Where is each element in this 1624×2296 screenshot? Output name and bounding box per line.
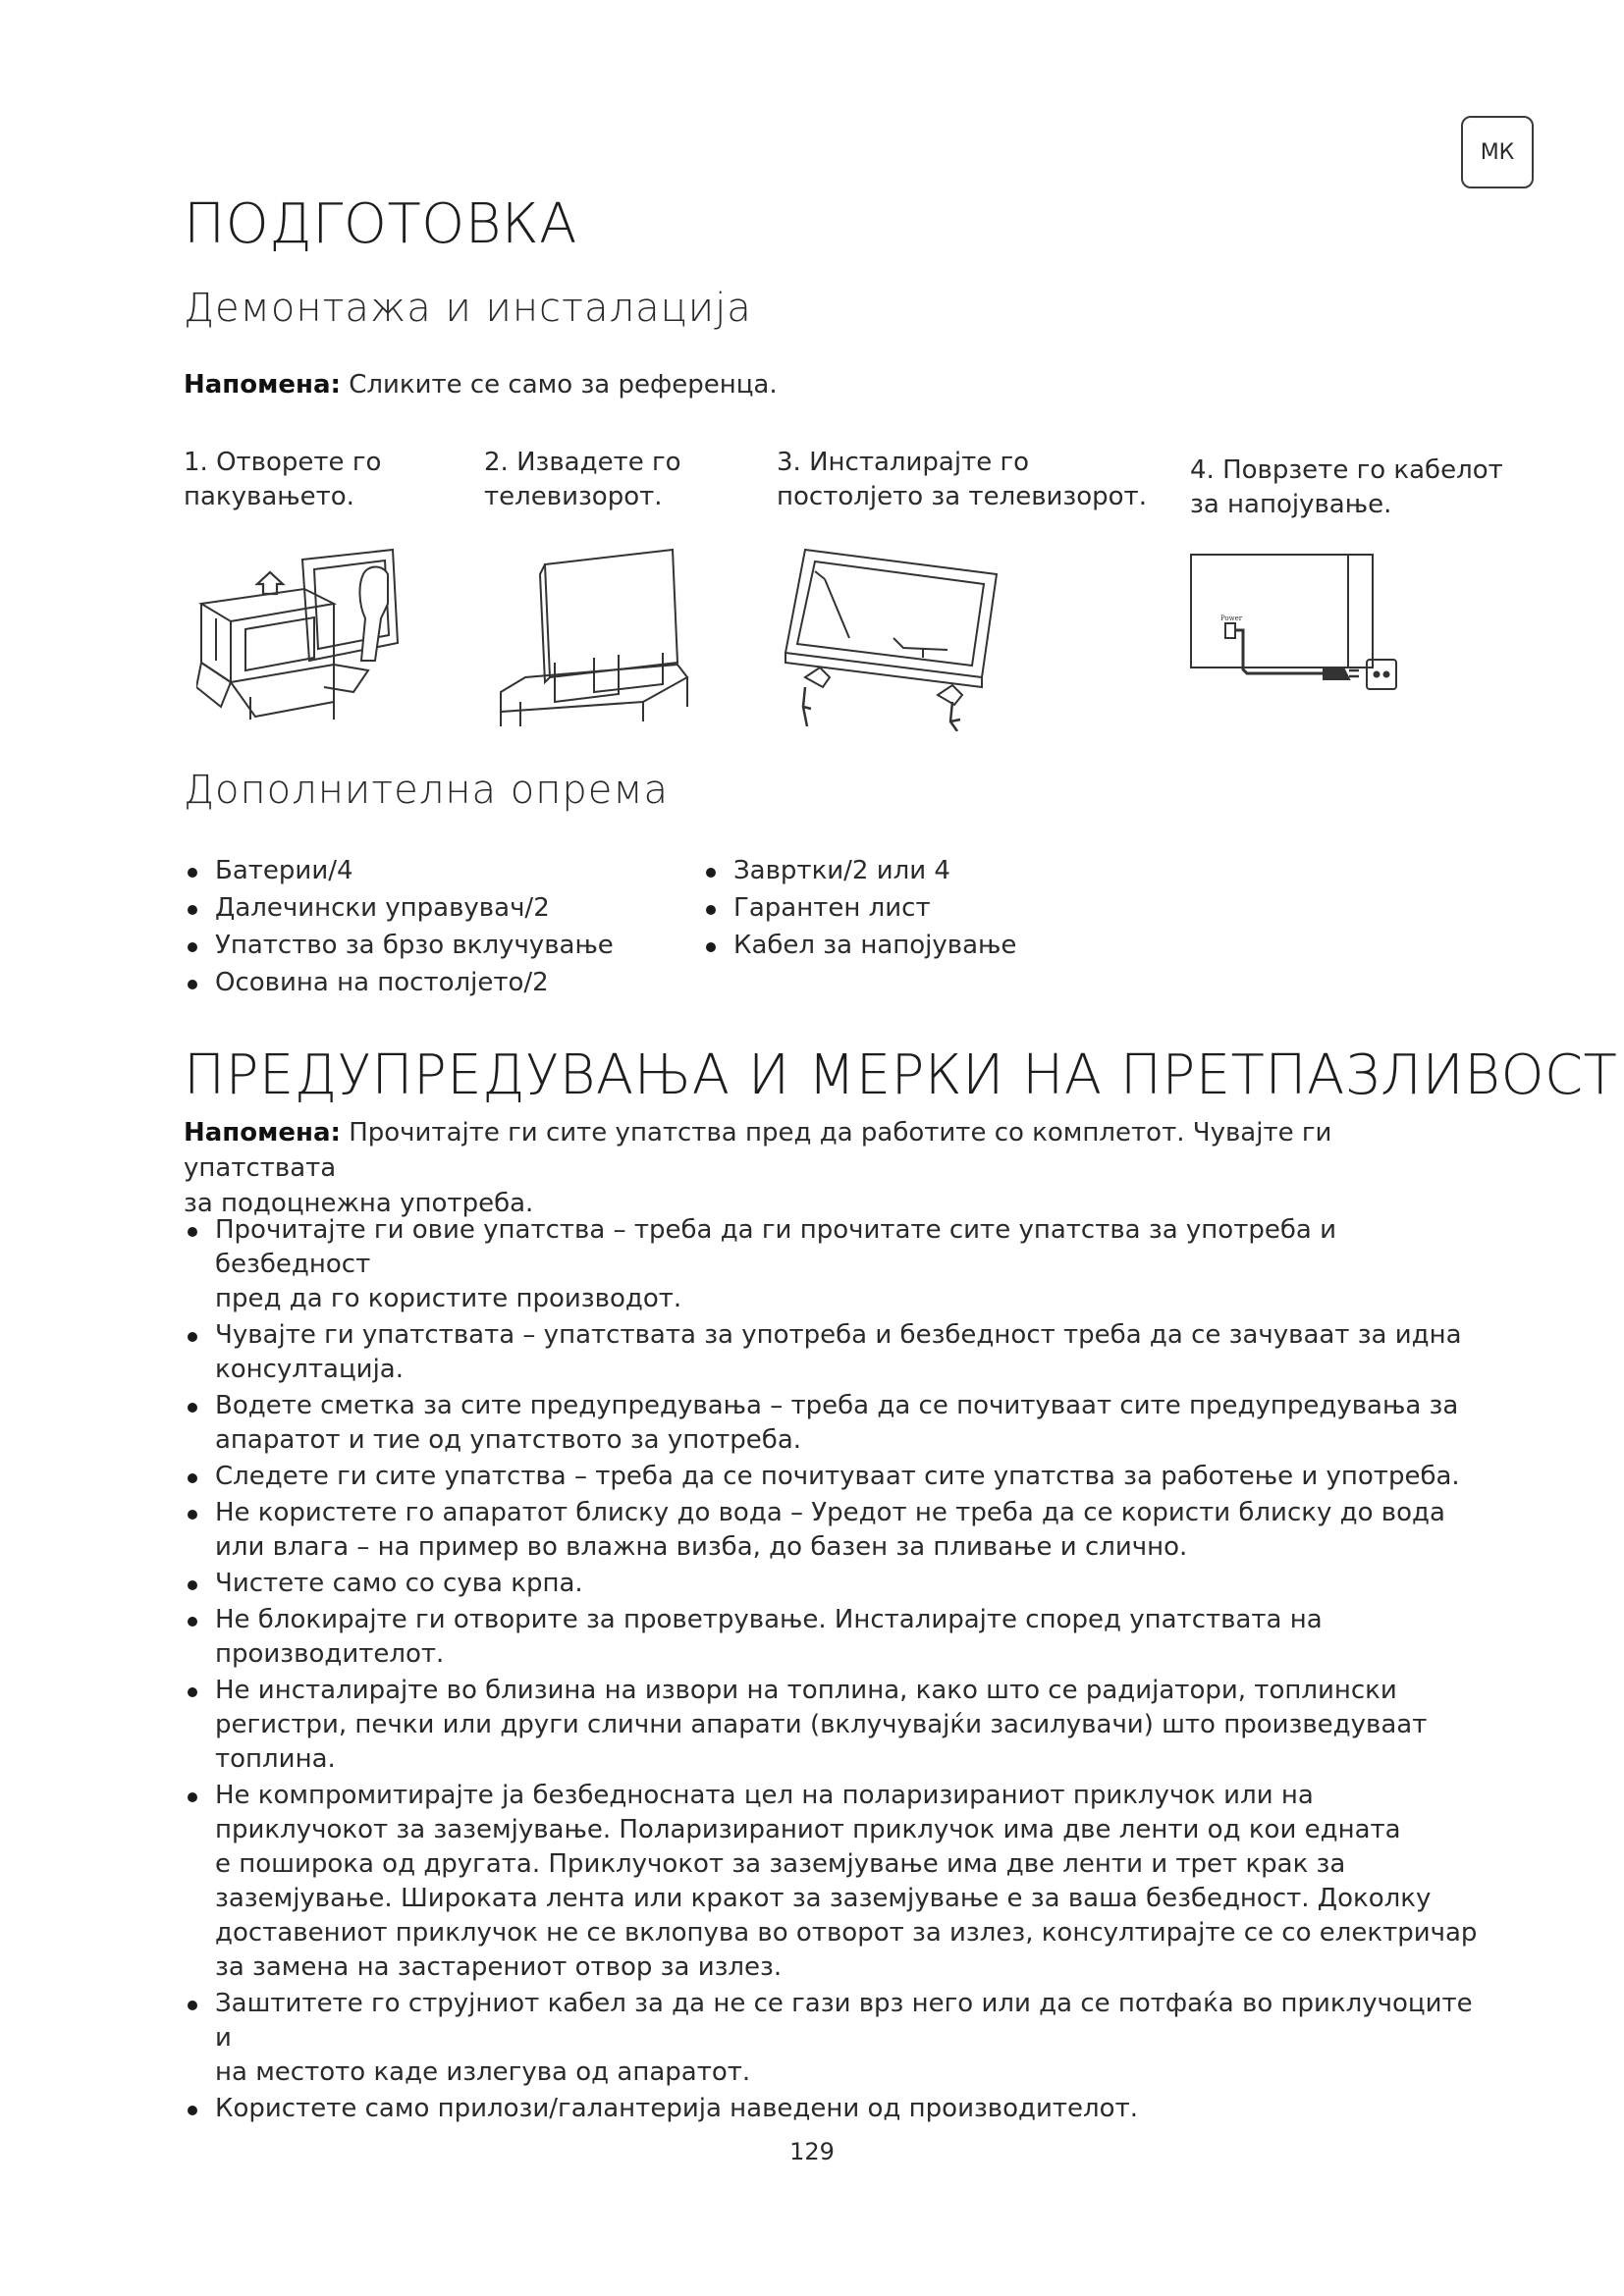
page-number: 129 [789, 2138, 835, 2165]
list-item: Батерии/4 [184, 854, 694, 888]
list-item [184, 2092, 1480, 2126]
line: Не компромитирајте ја безбедносната цел на поларизираниот приклучок или на [215, 1781, 1314, 1810]
step-4-line1: 4. Поврзете го кабелот [1190, 455, 1503, 485]
language-badge: МК [1461, 116, 1534, 188]
line: за замена на застарениот отвор за излез. [215, 1952, 783, 1982]
step-3-line2: постолјето за телевизорот. [777, 482, 1147, 511]
line: Заштитете го струјниот кабел за да не се гази врз него или да се потфаќа во приклучоците и [215, 1989, 1473, 2053]
list-item [184, 1674, 1480, 1777]
list-item: Завртки/2 или 4 [702, 854, 1213, 888]
line: топлина. [215, 1744, 336, 1774]
list-item [184, 1318, 1480, 1387]
line: заземјување. Широката лента или кракот за заземјување е за ваша безбедност. Доколку [215, 1884, 1432, 1913]
line: на местото каде излегува од апаратот. [215, 2057, 751, 2087]
line: Прочитајте ги овие упатства – треба да ги прочитате сите упатства за употреба и безбедност [215, 1215, 1336, 1279]
list-item [184, 1779, 1480, 1985]
list-item: Упатство за брзо вклучување [184, 929, 694, 963]
line: е поширока од другата. Приклучокот за заземјување има две ленти и трет крак за [215, 1849, 1346, 1879]
note-label: Напомена: [184, 370, 341, 400]
step-2-label [484, 446, 681, 514]
step-2-line1: 2. Извадете го [484, 448, 681, 477]
note-read-instructions [184, 1115, 1480, 1221]
section-title-preparation: ПОДГОТОВКА [184, 192, 577, 256]
line: Користете само прилози/галантерија наведени од производителот. [215, 2094, 1138, 2123]
list-item: Кабел за напојување [702, 929, 1213, 963]
step-1-line2: пакувањето. [184, 482, 354, 511]
line: Чистете само со сува крпа. [215, 1569, 583, 1598]
subtitle-accessories: Дополнителна опрема [184, 768, 670, 813]
line: пред да го користите производот. [215, 1284, 682, 1313]
line: или влага – на пример во влажна визба, до базен за пливање и слично. [215, 1532, 1188, 1562]
subtitle-disassembly-installation: Демонтажа и инсталација [184, 286, 752, 331]
line: Не користете го апаратот блиску до вода – Уредот не треба да се користи блиску до вода [215, 1498, 1445, 1527]
connect-power-icon [1186, 550, 1412, 721]
line: Не блокирајте ги отворите за проветрување. Инсталирајте според упатствата на [215, 1605, 1323, 1634]
list-item [184, 1496, 1480, 1565]
note-text-line2: за подоцнежна употреба. [184, 1189, 534, 1218]
power-port-label: Power [1220, 614, 1243, 622]
line: консултација. [215, 1355, 405, 1384]
note-text-line1: Прочитајте ги сите упатства пред да работите со комплетот. Чувајте ги упатствата [184, 1118, 1332, 1183]
note-images-reference [184, 367, 778, 402]
step-3-line1: 3. Инсталирајте го [777, 448, 1030, 477]
list-item [184, 1213, 1480, 1316]
line: Не инсталирајте во близина на извори на топлина, како што се радијатори, топлински [215, 1676, 1397, 1705]
step-4-label [1190, 454, 1503, 522]
list-item [184, 1567, 1480, 1601]
line: производителот. [215, 1639, 445, 1669]
step-4-line2: за напојување. [1190, 490, 1392, 519]
list-item: Далечински управувач/2 [184, 891, 694, 926]
remove-tv-icon [496, 545, 692, 726]
list-item: Гарантен лист [702, 891, 1213, 926]
line: приклучокот за заземјување. Поларизираниот приклучок има две ленти од кои едната [215, 1815, 1401, 1844]
note-label: Напомена: [184, 1118, 341, 1148]
list-item: Осовина на постолјето/2 [184, 966, 694, 1000]
list-item [184, 1389, 1480, 1458]
line: доставениот приклучок не се вклопува во отворот за излез, консултирајте се со електричар [215, 1918, 1478, 1948]
line: Чувајте ги упатствата – упатствата за употреба и безбедност треба да се зачуваат за идна [215, 1320, 1462, 1350]
line: Водете сметка за сите предупредувања – треба да се почитуваат сите предупредувања за [215, 1391, 1459, 1420]
line: Следете ги сите упатства – треба да се почитуваат сите упатства за работење и употреба. [215, 1462, 1460, 1491]
step-1-line1: 1. Отворете го [184, 448, 382, 477]
step-1-label [184, 446, 381, 514]
list-item [184, 1987, 1480, 2090]
note-text: Сликите се само за референца. [340, 370, 778, 400]
step-3-label [777, 446, 1147, 514]
list-item [184, 1603, 1480, 1672]
safety-instructions-list [184, 1213, 1480, 2128]
accessories-list-left [184, 854, 694, 1003]
unpack-box-icon [196, 545, 452, 726]
section-title-warnings: ПРЕДУПРЕДУВАЊА И МЕРКИ НА ПРЕТПАЗЛИВОСТ [184, 1043, 1618, 1107]
step-2-line2: телевизорот. [484, 482, 663, 511]
accessories-list-right [702, 854, 1213, 966]
line: апаратот и тие од упатството за употреба. [215, 1425, 802, 1455]
install-stand-icon [776, 540, 1011, 731]
line: регистри, печки или други слични апарати (вклучувајќи засилувачи) што произведуваат [215, 1710, 1428, 1739]
list-item [184, 1460, 1480, 1494]
